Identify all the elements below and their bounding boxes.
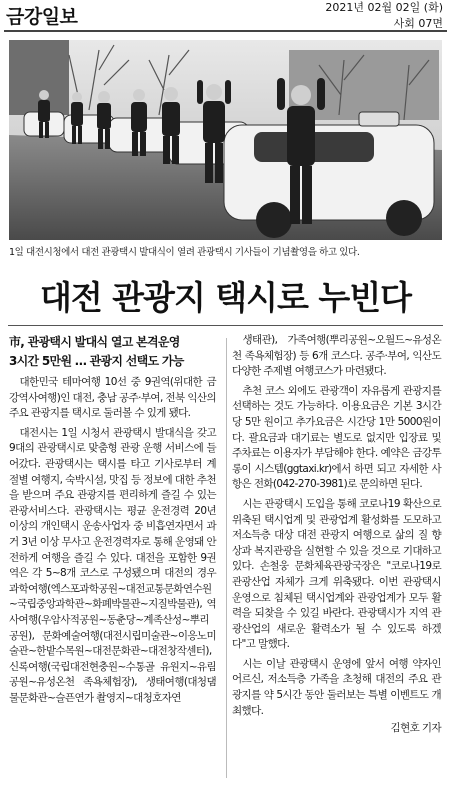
page-header (0, 0, 451, 38)
article-column-left (9, 333, 216, 706)
photo-taxi-sign (359, 112, 399, 126)
article-paragraph: 생태관), 가족여행(뿌리공원~오월드~유성온천 족욕체험장) 등 6개 코스다. 공주·부여, 익산도 다양한 주제별 여행코스가 마련됐다. (232, 334, 441, 378)
photo-taxi-wheel (256, 202, 292, 238)
column-divider (226, 338, 227, 778)
article-headline: 대전 관광지 택시로 누빈다 (39, 278, 412, 317)
news-photo (9, 40, 442, 240)
article-subhead: 3시간 5만원 … 관광지 선택도 가능 (9, 354, 184, 368)
article-paragraph: 대한민국 테마여행 10선 중 9권역(위대한 금강역사여행)인 대전, 충남 공주·부여, 전북 익산의 주요 관광지를 택시로 둘러볼 수 있게 됐다. (9, 376, 216, 420)
article-subhead: 市, 관광택시 발대식 열고 본격운영 (9, 335, 180, 349)
headline-rule (8, 325, 443, 326)
article-column-right (232, 333, 441, 737)
header-rule (4, 30, 447, 32)
photo-taxi-wheel (386, 200, 422, 236)
article-paragraph: 대전시는 1일 시청서 관광택시 발대식을 갖고 9대의 관광택시로 맞춤형 관광 운행 서비스에 들어갔다. 관광택시는 택시를 타고 기사로부터 계절별 여행지, 숙박시설, 맛집 등 정보에 대한 추천을 받으며 주요 관광지를 편리하게 즐길 수 있는 관광서비스다. 관광택시는 평균 운전경력 20년 이상의 개인택시 운송사업자 중 비흡연자면서 과거 3년 이상 무사고 운전경력자로 통해 운영돼 안전하게 여행을 즐길 수 있다. 대전을 포함한 9권역은 각 5~8개 코스로 구성됐으며 대전의 경우 과학여행(엑스포과학공원~대전교통문화연수원~국립중앙과학관~화폐박물관~지질박물관), 역사여행(우암사적공원~동춘당~계족산성~뿌리공원), 문화예술여행(대전시립미술관~이응노미술관~한밭수목원~대전문화관~대전창작센터), 신록여행(국립대전현충원~수통골 유원지~유림공원~유성온천 족욕체험장), 생태여행(대청댐 물문화관~슬픈연가 촬영지~대청호자연 (9, 426, 216, 704)
issue-date: 2021년 02월 02일 (화) (325, 1, 443, 14)
photo-illustration (9, 40, 442, 240)
article-paragraph: 추천 코스 외에도 관광객이 자유롭게 관광지를 선택하는 것도 가능하다. 이용요금은 기본 3시간당 5만 원이고 추가요금은 시간당 1만 5000원이다. 괄요금과 대기료는 별도로 없지만 입장료 및 주차료는 이용자가 부담해야 한다. 예약은 금강투롱이 시스템(ggtaxi.kr)에서 하면 되고 자세한 사항은 전화(042-270-3981)로 문의하면 된다. (232, 384, 441, 491)
article-paragraph: 시는 이날 관광택시 운영에 앞서 여행 약자인 어르신, 저소득층 가족을 초청해 대전의 주요 관광지를 약 5시간 동안 둘러보는 특별 이벤트도 개최했다. (232, 657, 441, 717)
article-byline: 김현호 기자 (390, 722, 441, 735)
issue-meta (325, 0, 443, 32)
page-section: 사회 07면 (393, 17, 443, 30)
article-paragraph: 시는 관광택시 도입을 통해 코로나19 확산으로 위축된 택시업계 및 관광업계 활성화를 도모하고 저소득층 대상 대전 관광지 여행으로 삶의 질 향상과 복지관광을 실현할 수 있을 것으로 기대하고 있다. 손철웅 문화체육관광국장은 "코로나19로 관광산업 자체가 크게 위축됐다. 이번 관광택시 운영으로 침체된 택시업계와 관광업계가 모두 활력을 되찾을 수 있길 바란다. 관광택시가 지역 관광산업의 새로운 활력소가 될 수 있도록 하겠다"고 말했다. (232, 497, 441, 651)
photo-caption: 1일 대전시청에서 대전 관광택시 발대식이 열려 관광택시 기사들이 기념촬영을 하고 있다. (9, 247, 360, 258)
newspaper-name: 금강일보 (6, 6, 78, 28)
